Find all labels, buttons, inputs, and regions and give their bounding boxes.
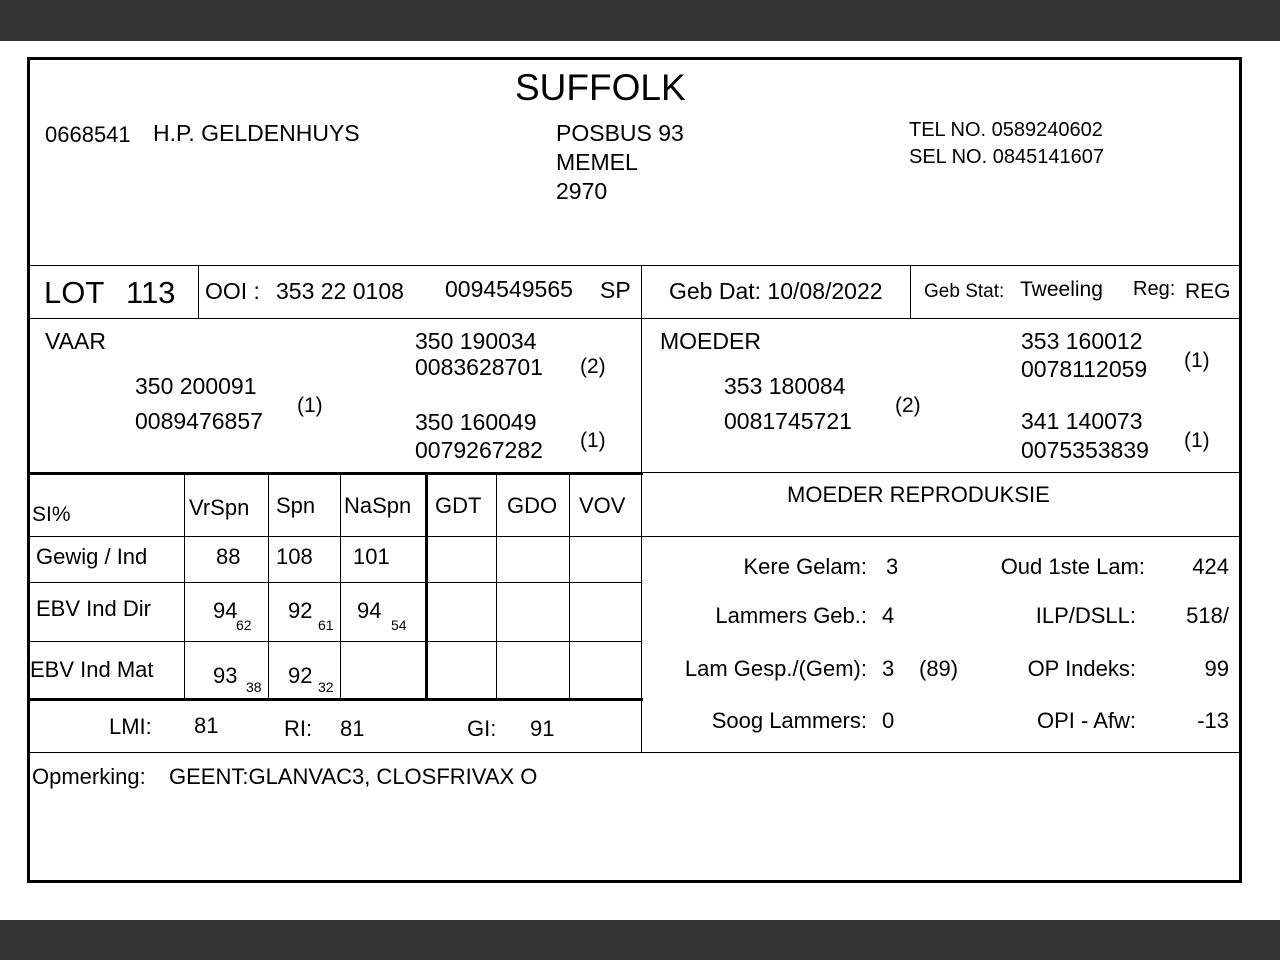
sel-number: SEL NO. 0845141607 xyxy=(909,146,1104,168)
divider xyxy=(30,472,643,475)
vaar-sire-count: (2) xyxy=(580,355,606,378)
ebv-mat-spn-sub: 32 xyxy=(318,679,334,695)
vaar-dam-count: (1) xyxy=(580,429,606,452)
ebv-mat-vrspn: 93 xyxy=(213,663,238,688)
ooi-value: 353 22 0108 xyxy=(276,278,404,304)
lot-id-number: 0094549565 xyxy=(445,276,573,302)
opi-label: OPI - Afw: xyxy=(1036,708,1136,733)
oud-label: Oud 1ste Lam: xyxy=(1000,554,1145,579)
vaar-count: (1) xyxy=(297,394,323,417)
ebv-dir-spn-sub: 61 xyxy=(318,617,334,633)
ebv-dir-vrspn: 94 xyxy=(213,598,238,623)
header-spn: Spn xyxy=(276,493,316,518)
address-line-3: 2970 xyxy=(556,178,608,204)
ebv-mat-vrspn-sub: 38 xyxy=(246,679,262,695)
gewig-spn: 108 xyxy=(276,544,313,569)
vaar-label: VAAR xyxy=(45,328,106,354)
header-vov: VOV xyxy=(579,493,626,518)
ilp-label: ILP/DSLL: xyxy=(1035,603,1136,628)
oud-value: 424 xyxy=(1192,554,1229,579)
bottom-bar xyxy=(0,920,1280,960)
breed-title: SUFFOLK xyxy=(515,67,686,108)
moeder-id: 0081745721 xyxy=(724,408,852,434)
owner-id: 0668541 xyxy=(45,122,131,147)
moeder-code: 353 180084 xyxy=(724,373,846,399)
divider xyxy=(641,472,1239,473)
row-label-ebv-dir: EBV Ind Dir xyxy=(36,596,151,621)
header-vrspn: VrSpn xyxy=(189,495,250,520)
opi-value: -13 xyxy=(1197,708,1229,733)
ebv-dir-spn: 92 xyxy=(288,598,313,623)
lmi-value: 81 xyxy=(194,713,219,738)
divider xyxy=(30,536,1239,537)
divider xyxy=(30,318,1239,319)
divider xyxy=(910,265,911,318)
lot-number: 113 xyxy=(126,275,176,310)
ri-label: RI: xyxy=(284,716,313,741)
header-gdt: GDT xyxy=(435,493,482,518)
sp-label: SP xyxy=(600,277,631,303)
ebv-mat-spn: 92 xyxy=(288,663,313,688)
vaar-sire-id: 0083628701 xyxy=(415,354,543,380)
gi-value: 91 xyxy=(530,716,555,741)
lam-gesp-label: Lam Gesp./(Gem): xyxy=(684,656,867,681)
birth-date: Geb Dat: 10/08/2022 xyxy=(669,278,883,304)
divider xyxy=(30,752,1239,753)
vaar-dam-id: 0079267282 xyxy=(415,437,543,463)
divider xyxy=(30,265,1239,266)
lammers-geb-label: Lammers Geb.: xyxy=(715,603,867,628)
moeder-label: MOEDER xyxy=(660,328,761,354)
op-value: 99 xyxy=(1204,656,1229,681)
remarks-label: Opmerking: xyxy=(32,764,146,789)
divider xyxy=(569,474,570,698)
lot-card xyxy=(27,57,1242,883)
ebv-dir-naspn: 94 xyxy=(357,598,382,623)
vaar-dam-code: 350 160049 xyxy=(415,409,537,435)
moeder-dam-id: 0075353839 xyxy=(1021,437,1149,463)
lammers-geb-value: 4 xyxy=(882,603,895,628)
vaar-id: 0089476857 xyxy=(135,408,263,434)
divider xyxy=(30,641,641,642)
reg-value: REG xyxy=(1185,280,1231,303)
gewig-naspn: 101 xyxy=(353,544,390,569)
top-bar xyxy=(0,0,1280,41)
moeder-sire-id: 0078112059 xyxy=(1021,356,1148,382)
moeder-dam-code: 341 140073 xyxy=(1021,408,1143,434)
lot-label: LOT xyxy=(44,275,105,310)
op-label: OP Indeks: xyxy=(1027,656,1136,681)
lam-gesp-gem: (89) xyxy=(919,656,959,681)
tel-number: TEL NO. 0589240602 xyxy=(909,119,1103,141)
si-percent-label: SI% xyxy=(32,503,71,526)
address-line-1: POSBUS 93 xyxy=(556,120,684,146)
birth-status-value: Tweeling xyxy=(1020,278,1103,301)
remarks-text: GEENT:GLANVAC3, CLOSFRIVAX O xyxy=(169,764,538,789)
gi-label: GI: xyxy=(467,716,497,741)
divider xyxy=(184,474,185,698)
divider xyxy=(496,474,497,698)
ri-value: 81 xyxy=(340,716,365,741)
moeder-sire-count: (1) xyxy=(1184,349,1210,372)
soog-label: Soog Lammers: xyxy=(711,708,867,733)
moeder-count: (2) xyxy=(895,394,921,417)
ilp-value: 518/ xyxy=(1186,603,1229,628)
reg-label: Reg: xyxy=(1133,278,1176,300)
ooi-label: OOI : xyxy=(205,278,260,304)
reproduksie-title: MOEDER REPRODUKSIE xyxy=(787,482,1050,507)
lam-gesp-value: 3 xyxy=(882,656,895,681)
vaar-code: 350 200091 xyxy=(135,373,257,399)
moeder-sire-code: 353 160012 xyxy=(1021,328,1143,354)
lmi-label: LMI: xyxy=(109,714,152,739)
row-label-gewig: Gewig / Ind xyxy=(36,544,148,569)
card-border xyxy=(27,57,1242,883)
vaar-sire-code: 350 190034 xyxy=(415,328,537,354)
ebv-dir-naspn-sub: 54 xyxy=(391,617,407,633)
owner-name: H.P. GELDENHUYS xyxy=(153,120,360,146)
header-naspn: NaSpn xyxy=(344,493,412,518)
divider xyxy=(425,472,428,701)
gewig-vrspn: 88 xyxy=(216,544,241,569)
kere-gelam-label: Kere Gelam: xyxy=(743,554,867,579)
divider xyxy=(268,474,269,698)
ebv-dir-vrspn-sub: 62 xyxy=(236,617,252,633)
divider xyxy=(340,474,341,698)
divider xyxy=(30,698,643,701)
kere-gelam-value: 3 xyxy=(886,554,899,579)
soog-value: 0 xyxy=(882,708,895,733)
moeder-dam-count: (1) xyxy=(1184,429,1210,452)
divider xyxy=(198,265,199,318)
birth-status-label: Geb Stat: xyxy=(924,281,1005,302)
header-gdo: GDO xyxy=(507,493,558,518)
address-line-2: MEMEL xyxy=(556,149,638,175)
divider xyxy=(30,582,641,583)
row-label-ebv-mat: EBV Ind Mat xyxy=(30,657,154,682)
